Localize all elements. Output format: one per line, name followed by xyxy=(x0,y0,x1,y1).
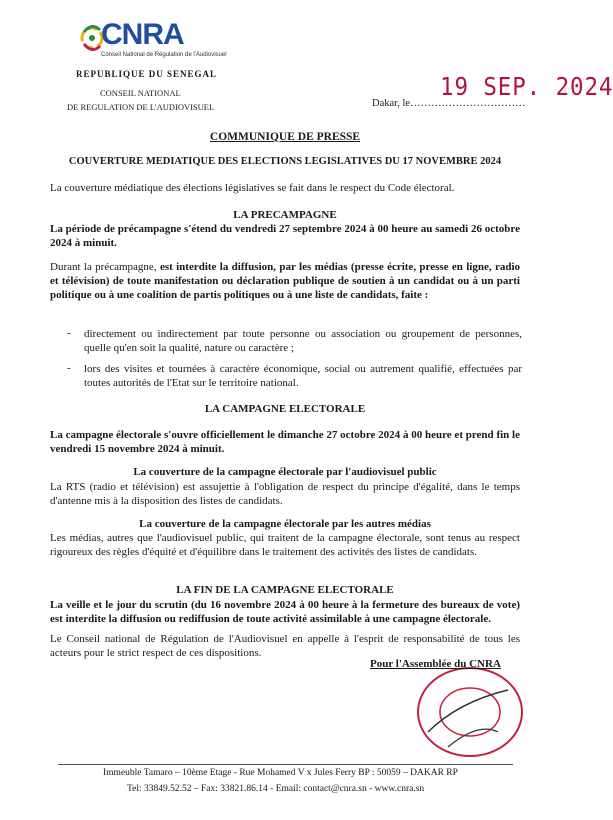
bullet-dash: - xyxy=(67,327,71,339)
campagne-heading: LA CAMPAGNE ELECTORALE xyxy=(204,403,366,415)
document-title: COMMUNIQUE DE PRESSE xyxy=(209,131,361,143)
list-item: lors des visites et tournées à caractère économique, social ou autrement qualifié, effectuées par toutes autorités de l'Etat sur le territoire national. xyxy=(84,363,522,389)
precampagne-rule-bold: est interdite la diffusion, par les médias (presse écrite, presse en ligne, radio et télévision) de toute manifestation ou déclaration publique de soutien à un candidat ou à un parti politique ou à une coalition de partis politiques ou à une liste de candidats, faite : xyxy=(50,261,521,301)
precampagne-heading: LA PRECAMPAGNE xyxy=(233,209,337,221)
intro-paragraph: La couverture médiatique des élections législatives se fait dans le respect du Code électoral. xyxy=(50,182,455,194)
public-media-heading: La couverture de la campagne électorale par l'audiovisuel public xyxy=(133,466,437,478)
place-date-line: Dakar, le…………………………… xyxy=(372,98,526,109)
signature-line: Pour l'Assemblée du CNRA xyxy=(370,658,501,670)
fin-text: La veille et le jour du scrutin (du 16 novembre 2024 à 00 heure à la fermeture des bureaux de vote) est interdite la diffusion ou rediffusion de toute activité assimilable à une campagne électorale. xyxy=(50,599,520,625)
precampagne-rule xyxy=(50,260,520,302)
official-seal-icon xyxy=(398,662,534,762)
other-media-heading: La couverture de la campagne électorale par les autres médias xyxy=(139,518,431,530)
bullet-dash: - xyxy=(67,362,71,374)
council-name-line1: CONSEIL NATIONAL xyxy=(100,88,181,98)
precampagne-period: La période de précampagne s'étend du vendredi 27 septembre 2024 à 00 heure au samedi 26 octobre 2024 à minuit. xyxy=(50,223,520,249)
council-name-line2: DE REGULATION DE L'AUDIOVISUEL xyxy=(67,102,215,112)
logo-subtitle: Conseil National de Régulation de l'Audiovisuel xyxy=(101,52,227,58)
document-subtitle: COUVERTURE MEDIATIQUE DES ELECTIONS LEGISLATIVES DU 17 NOVEMBRE 2024 xyxy=(68,156,502,167)
footer-divider xyxy=(58,764,513,765)
public-media-text: La RTS (radio et télévision) est assujettie à l'obligation de respect du principe d'égalité, dans le temps d'antenne mis à la disposition des listes de candidats. xyxy=(50,481,520,507)
footer-contact: Tel: 33849.52.52 – Fax: 33821.86.14 - Email: contact@cnra.sn - www.cnra.sn xyxy=(127,784,425,794)
country-name: REPUBLIQUE DU SENEGAL xyxy=(76,69,218,79)
closing-paragraph: Le Conseil national de Régulation de l'Audiovisuel en appelle à l'esprit de responsabilité de tous les acteurs pour le strict respect de ces dispositions. xyxy=(50,633,520,659)
logo-wordmark: CNRA xyxy=(101,18,184,51)
fin-heading: LA FIN DE LA CAMPAGNE ELECTORALE xyxy=(176,584,394,596)
campagne-period: La campagne électorale s'ouvre officiellement le dimanche 27 octobre 2024 à 00 heure et prend fin le vendredi 15 novembre 2024 à minuit. xyxy=(50,429,520,455)
date-stamp: 19 SEP. 2024 xyxy=(440,72,613,101)
footer-address: Immeuble Tamaro – 10ème Etage - Rue Mohamed V x Jules Ferry BP : 50059 – DAKAR RP xyxy=(103,768,458,778)
list-item: directement ou indirectement par toute personne ou association ou groupement de personnes, quelle qu'en soit la qualité, nature ou caractère ; xyxy=(84,328,522,354)
precampagne-rule-lead: Durant la précampagne, xyxy=(50,261,157,273)
other-media-text: Les médias, autres que l'audiovisuel public, qui traitent de la campagne électorale, sont tenus au respect rigoureux des règles d'équité et d'équilibre dans le traitement des activités des listes de candidats. xyxy=(50,532,520,558)
